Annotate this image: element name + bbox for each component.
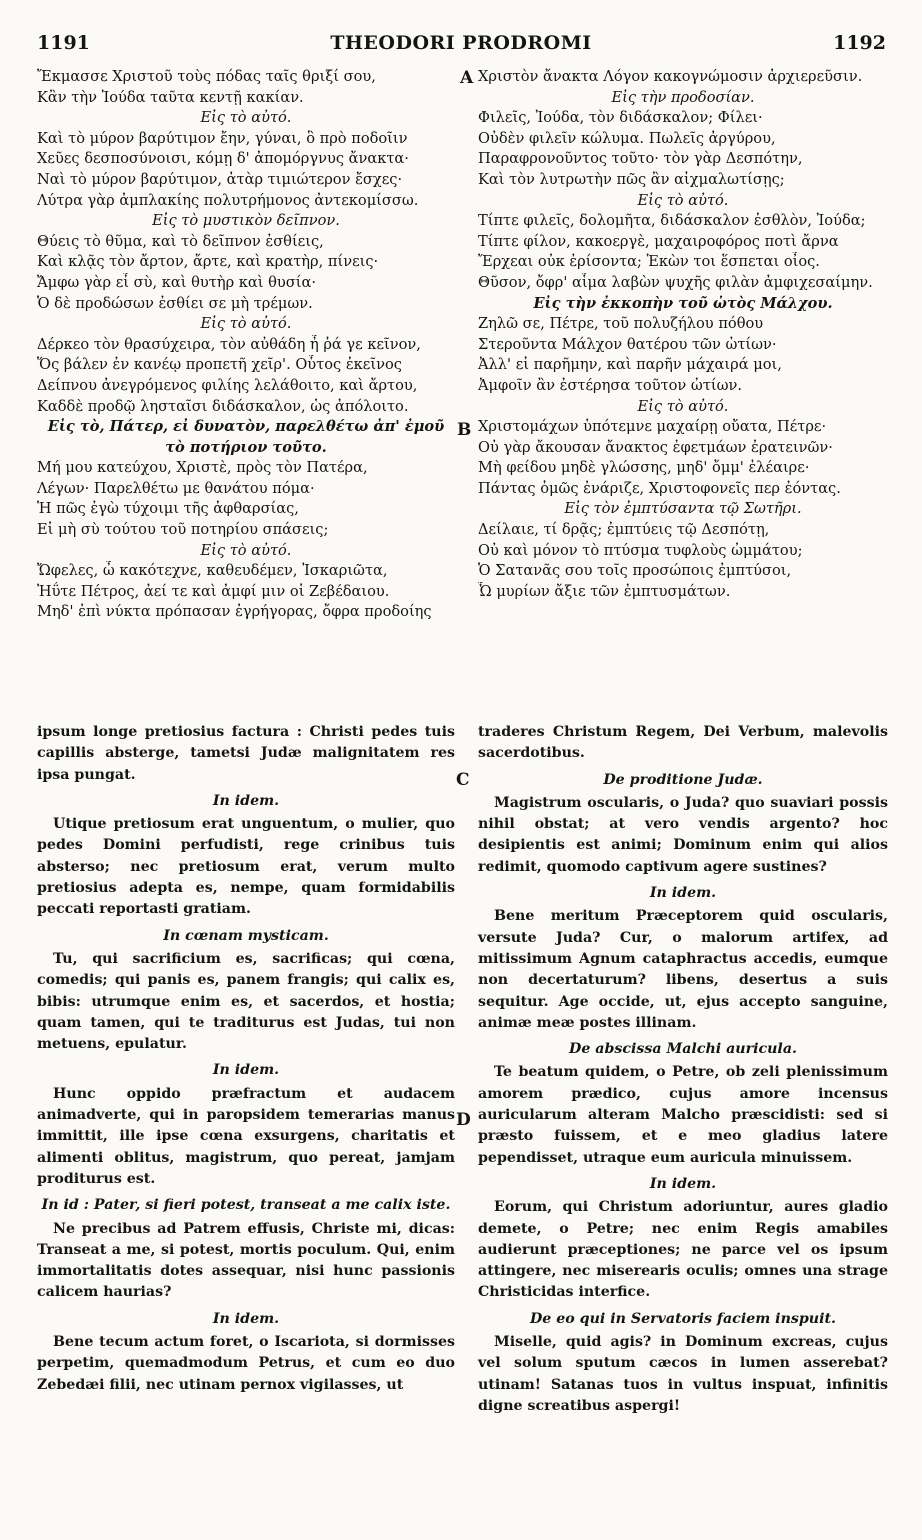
verse-line: Παραφρονοῦντος τοῦτο· τὸν γὰρ Δεσπότην, — [478, 150, 803, 168]
margin-letter-b: B — [457, 420, 472, 440]
verse-line: Φιλεῖς, Ἰούδα, τὸν διδάσκαλον; Φίλει· — [478, 109, 763, 127]
epigram-heading: Εἰς τὴν προδοσίαν. — [611, 88, 755, 106]
verse-line: Ὁ Σατανᾶς σου τοῖς προσώποις ἐμπτύσοι, — [478, 562, 792, 580]
margin-letter-a: A — [460, 68, 474, 88]
epigram-heading: Εἰς τὸ μυστικὸν δεῖπνον. — [152, 212, 340, 230]
translation-paragraph: Bene meritum Præceptorem quid oscularis, versute Juda? Cur, o malorum artifex, ad mitissimum Agnum cataphractus accedis, eumque non decertaturum? libens, desertus a suis sequitur. Age occide, ut, ejus accepto sanguine, animæ meæ postes illinam. — [478, 908, 888, 1031]
verse-line: Δέρκεο τὸν θρασύχειρα, τὸν αὐθάδη ἦ ῥά γε κεῖνον, — [37, 335, 421, 353]
section-heading: In id : Pater, si fieri potest, transeat a me calix iste. — [41, 1197, 451, 1214]
verse-line: Δείλαιε, τί δρᾷς; ἐμπτύεις τῷ Δεσπότῃ, — [478, 521, 770, 539]
translation-paragraph: Tu, qui sacrificium es, sacrificas; qui cœna, comedis; qui panis es, panem frangis; qui calix es, bibis: utrumque enim es, et sacerdos, et hostia; quam tamen, qui te traditurus est Judas, tui non metuens, epulatur. — [37, 950, 455, 1053]
verse-line: Καὶ τὸ μύρον βαρύτιμον ἔην, γύναι, ὃ πρὸ ποδοῖιν — [37, 129, 408, 147]
verse-line: Λέγων· Παρελθέτω με θανάτου πόμα· — [37, 479, 315, 497]
translation-paragraph: traderes Christum Regem, Dei Verbum, malevolis sacerdotibus. — [478, 724, 888, 762]
epigram-heading: Εἰς τὸν ἐμπτύσαντα τῷ Σωτῆρι. — [564, 500, 802, 518]
verse-line: Μή μου κατεύχου, Χριστὲ, πρὸς τὸν Πατέρα, — [37, 459, 368, 477]
verse-line: Τίπτε φίλον, κακοεργὲ, μαχαιροφόρος ποτὶ ἄρνα — [478, 232, 839, 250]
section-heading: In idem. — [212, 1310, 280, 1327]
running-title: THEODORI PRODROMI — [330, 32, 592, 54]
translation-paragraph: Eorum, qui Christum adoriuntur, aures gladio demete, o Petre; nec enim Regis amabiles audierunt præceptiones; ne parce vel os ipsum attingere, nec miserearis oculis; omnes una strage Christicidas interfice. — [478, 1199, 888, 1301]
verse-line: Θῦσον, ὄφρ' αἷμα λαβὼν ψυχῆς φιλὰν ἀμφιχεσαίμην. — [478, 273, 873, 291]
section-heading: De abscissa Malchi auricula. — [569, 1041, 797, 1058]
verse-line: Μηδ' ἐπὶ νύκτα πρόπασαν ἐγρήγορας, ὄφρα προδοίης — [37, 603, 432, 621]
verse-line: Οὐ γὰρ ἄκουσαν ἄνακτος ἐφετμάων ἐρατεινῶν· — [478, 438, 833, 456]
section-heading: In idem. — [649, 885, 717, 902]
latin-column-right — [478, 722, 888, 1417]
page-number-right: 1192 — [833, 32, 886, 54]
verse-line: Κἂν τὴν Ἰούδα ταῦτα κεντῇ κακίαν. — [37, 88, 304, 106]
epigram-heading: Εἰς τὴν ἐκκοπὴν τοῦ ὠτὸς Μάλχου. — [533, 294, 833, 312]
verse-line: Ἀλλ' εἰ παρῆμην, καὶ παρῆν μάχαιρά μοι, — [478, 356, 782, 374]
verse-line: Καὶ κλᾷς τὸν ἄρτον, ἄρτε, καὶ κρατὴρ, πίνεις· — [37, 253, 379, 271]
page-number-left: 1191 — [37, 32, 90, 54]
verse-line: Ἄμφω γὰρ εἶ σὺ, καὶ θυτὴρ καὶ θυσία· — [37, 273, 316, 291]
verse-line: Οὐδὲν φιλεῖν κώλυμα. Πωλεῖς ἀργύρου, — [478, 129, 776, 147]
verse-line: Ὦ μυρίων ἄξιε τῶν ἐμπτυσμάτων. — [478, 582, 731, 600]
verse-line: Οὐ καὶ μόνον τὸ πτύσμα τυφλοὺς ὠμμάτου; — [478, 541, 803, 559]
verse-line: Ἠΰτε Πέτρος, ἀεί τε καὶ ἀμφί μιν οἱ Ζεβέδαιου. — [37, 582, 390, 600]
verse-line: Χριστὸν ἄνακτα Λόγον κακογνώμοσιν ἀρχιερεῦσιν. — [478, 68, 863, 85]
epigram-heading: Εἰς τὸ, Πάτερ, εἰ δυνατὸν, παρελθέτω ἀπ' ἐμοῦ — [47, 418, 445, 436]
greek-column-right — [478, 67, 888, 602]
epigram-heading: Εἰς τὸ αὐτό. — [200, 109, 292, 127]
translation-paragraph: Utique pretiosum erat unguentum, o mulier, quo pedes Domini perfudisti, rege crinibus tuis absterso; nec pretiosum erat, verum multo pretiosius adepta es, nempe, quam formidabilis peccati reportasti gratiam. — [37, 816, 455, 918]
greek-column-left — [37, 67, 455, 623]
verse-line: Πάντας ὁμῶς ἐνάριζε, Χριστοφονεῖς περ ἐόντας. — [478, 479, 841, 497]
page-header — [0, 32, 922, 62]
translation-paragraph: Magistrum oscularis, o Juda? quo suaviari possis nihil obstat; at vero vendis argento? hoc desipientis est animi; Dominum enim qui alios redimit, quomodo captivum agere sustines? — [478, 794, 888, 875]
translation-paragraph: Hunc oppido præfractum et audacem animadverte, qui in paropsidem temerarias manus immittit, ille ipse cœna exsurgens, charitatis et alimenti oblitus, magistrum, quo pereat, jamjam proditurus est. — [37, 1085, 455, 1187]
section-heading: De proditione Judæ. — [603, 771, 763, 788]
epigram-heading: Εἰς τὸ αὐτό. — [637, 191, 729, 209]
translation-paragraph: Ne precibus ad Patrem effusis, Christe mi, dicas: Transeat a me, si potest, mortis poculum. Qui, enim immortalitatis dotes assequar, nisi hunc passionis calicem haurias? — [37, 1220, 455, 1301]
margin-letter-c: C — [456, 770, 470, 790]
verse-line: Καὶ τὸν λυτρωτὴν πῶς ἂν αἰχμαλωτίσῃς; — [478, 170, 785, 188]
epigram-heading: Εἰς τὸ αὐτό. — [200, 315, 292, 333]
translation-paragraph: Te beatum quidem, o Petre, ob zeli plenissimum amorem prædico, cujus amore incensus auricularum alteram Malcho præscidisti: sed si præsto fuissem, et e meo gladius latere pependisset, utraque eum auricula minuissem. — [478, 1064, 888, 1166]
verse-line: Τίπτε φιλεῖς, δολομῆτα, διδάσκαλον ἐσθλὸν, Ἰούδα; — [478, 212, 866, 230]
epigram-heading: Εἰς τὸ αὐτό. — [637, 397, 729, 415]
verse-line: Εἰ μὴ σὺ τούτου τοῦ ποτηρίου σπάσεις; — [37, 521, 329, 539]
verse-line: Λύτρα γὰρ ἀμπλακίης πολυτρήμονος ἀντεκομίσσω. — [37, 191, 419, 209]
section-heading: De eo qui in Servatoris faciem inspuit. — [529, 1310, 836, 1327]
verse-line: Ἀμφοῖν ἂν ἐστέρησα τοῦτον ὠτίων. — [478, 376, 743, 394]
verse-line: Ἔκμασσε Χριστοῦ τοὺς πόδας ταῖς θριξί σου, — [37, 68, 376, 85]
section-heading: In idem. — [212, 792, 280, 809]
translation-paragraph: Bene tecum actum foret, o Iscariota, si dormisses perpetim, quemadmodum Petrus, et cum eo duo Zebedæi filii, nec utinam pernox vigilasses, ut — [37, 1334, 455, 1393]
section-heading: In cœnam mysticam. — [163, 927, 329, 944]
verse-line: Ζηλῶ σε, Πέτρε, τοῦ πολυζήλου πόθου — [478, 315, 764, 333]
verse-line: Μὴ φείδου μηδὲ γλώσσης, μηδ' ὄμμ' ἐλέαιρε· — [478, 459, 810, 477]
translation-paragraph: Miselle, quid agis? in Dominum excreas, cujus vel solum sputum cæcos in lumen asserebat? utinam! Satanas tuos in vultus inspuat, infinitis digne screatibus aspergi! — [478, 1334, 888, 1414]
verse-line: Ναὶ τὸ μύρον βαρύτιμον, ἀτὰρ τιμιώτερον ἔσχες· — [37, 170, 403, 188]
verse-line: Χεῦες δεσποσύνοισι, κόμῃ δ' ἀπομόργνυς ἄνακτα· — [37, 150, 409, 168]
section-heading: In idem. — [212, 1062, 280, 1079]
section-heading: In idem. — [649, 1175, 717, 1192]
verse-line: Ὅς βάλεν ἐν κανέῳ προπετῆ χεῖρ'. Οὗτος ἐκεῖνος — [37, 356, 402, 374]
epigram-heading: τὸ ποτήριον τοῦτο. — [165, 438, 327, 456]
verse-line: Ἔρχεαι οὐκ ἐρίσοντα; Ἑκὼν τοι ἕσπεται οἶος. — [478, 253, 820, 271]
translation-paragraph: ipsum longe pretiosius factura : Christi pedes tuis capillis absterge, tametsi Judæ malignitatem res ipsa pungat. — [37, 724, 455, 783]
verse-line: Ὁ δὲ προδώσων ἐσθίει σε μὴ τρέμων. — [37, 294, 313, 312]
verse-line: Ὤφελες, ὦ κακότεχνε, καθευδέμεν, Ἰσκαριῶτα, — [37, 562, 388, 580]
verse-line: Στεροῦντα Μάλχον θατέρου τῶν ὠτίων· — [478, 335, 777, 353]
margin-letter-d: D — [456, 1110, 471, 1130]
verse-line: Ἡ πῶς ἐγὼ τύχοιμι τῆς ἀφθαρσίας, — [37, 500, 299, 518]
epigram-heading: Εἰς τὸ αὐτό. — [200, 541, 292, 559]
verse-line: Χριστομάχων ὑπότεμνε μαχαίρῃ οὔατα, Πέτρε· — [478, 418, 827, 436]
verse-line: Θύεις τὸ θῦμα, καὶ τὸ δεῖπνον ἐσθίεις, — [37, 232, 324, 250]
latin-column-left — [37, 722, 455, 1396]
verse-line: Καδδὲ προδῷ λησταῖσι διδάσκαλον, ὡς ἀπόλοιτο. — [37, 397, 409, 415]
verse-line: Δείπνου ἀνεγρόμενος φιλίης λελάθοιτο, καὶ ἄρτου, — [37, 376, 418, 394]
